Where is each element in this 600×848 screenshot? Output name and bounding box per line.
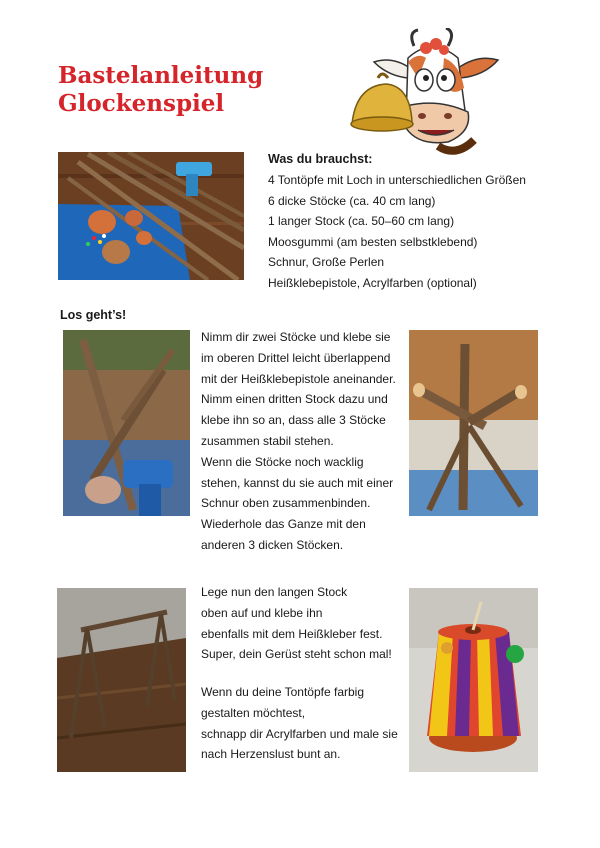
list-item: Heißklebepistole, Acrylfarben (optional) <box>268 275 477 290</box>
stick-tripod-photo <box>409 330 538 516</box>
text-line: Schnur oben zusammenbinden. <box>201 496 371 511</box>
steps-heading: Los geht’s! <box>60 308 127 322</box>
materials-photo <box>58 152 244 280</box>
title-line-2: Glockenspiel <box>58 90 225 117</box>
cow-mascot-illustration <box>348 28 508 168</box>
text-line: schnapp dir Acrylfarben und male sie <box>201 726 398 741</box>
gluing-sticks-photo <box>63 330 190 516</box>
list-item: Moosgummi (am besten selbstklebend) <box>268 234 478 249</box>
materials-list <box>268 170 588 293</box>
text-line: Nimm dir zwei Stöcke und klebe sie <box>201 330 391 344</box>
materials-heading: Was du brauchst: <box>268 152 373 166</box>
text-line: nach Herzenslust bunt an. <box>201 747 341 762</box>
text-line: zusammen stabil stehen. <box>201 433 334 448</box>
page-title <box>58 62 263 118</box>
text-line: Super, dein Gerüst steht schon mal! <box>201 647 392 662</box>
text-line: Lege nun den langen Stock <box>201 585 348 599</box>
text-line: ebenfalls mit dem Heißkleber fest. <box>201 626 383 641</box>
step1-text <box>201 327 396 556</box>
text-line: mit der Heißklebepistole aneinander. <box>201 371 396 386</box>
text-line: im oberen Drittel leicht überlappend <box>201 350 391 365</box>
text-line: oben auf und klebe ihn <box>201 605 323 620</box>
text-line: gestalten möchtest, <box>201 705 306 720</box>
text-line: Wenn du deine Tontöpfe farbig <box>201 685 365 699</box>
finished-frame-photo <box>57 588 186 772</box>
title-line-1: Bastelanleitung <box>58 62 264 89</box>
step2-text <box>201 582 392 665</box>
list-item: 6 dicke Stöcke (ca. 40 cm lang) <box>268 193 436 208</box>
text-line: Wiederhole das Ganze mit den <box>201 517 366 532</box>
text-line: klebe ihn so an, dass alle 3 Stöcke <box>201 413 386 428</box>
text-line: Nimm einen dritten Stock dazu und <box>201 392 388 407</box>
list-item: Schnur, Große Perlen <box>268 255 385 269</box>
materials-section <box>268 151 588 293</box>
painted-pot-photo <box>409 588 538 772</box>
text-line: Wenn die Stöcke noch wacklig <box>201 454 364 469</box>
list-item: 4 Tontöpfe mit Loch in unterschiedlichen Größen <box>268 173 526 187</box>
text-line: stehen, kannst du sie auch mit einer <box>201 475 394 490</box>
step3-text <box>201 682 398 765</box>
list-item: 1 langer Stock (ca. 50–60 cm lang) <box>268 214 455 228</box>
text-line: anderen 3 dicken Stöcken. <box>201 537 344 552</box>
